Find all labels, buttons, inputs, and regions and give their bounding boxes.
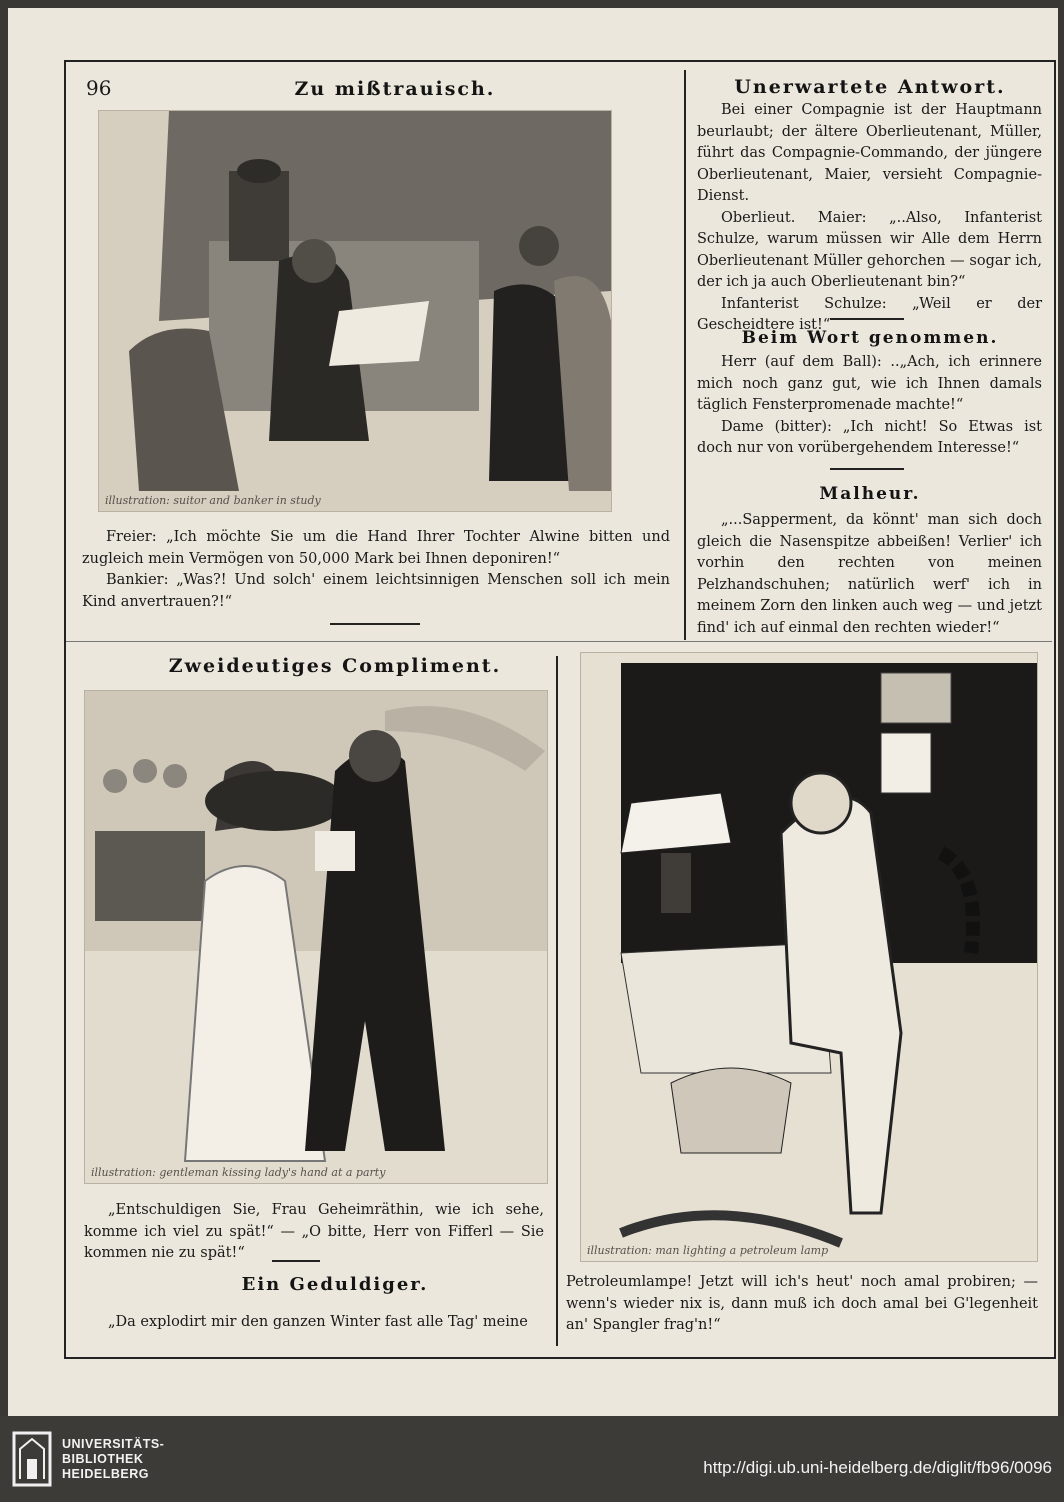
- divider: [330, 623, 420, 625]
- title-ein-geduldiger: Ein Geduldiger.: [241, 1274, 429, 1295]
- column-divider: [684, 70, 686, 640]
- paragraph: Bei einer Compagnie ist der Hauptmann beurlaubt; der ältere Oberlieutenant, Müller, führt das Compagnie-Commando, der jüngere Oberlieutenant, Maier, versieht Compagnie-Dienst.: [697, 102, 1042, 204]
- footer-bar: [0, 1416, 1064, 1502]
- paragraph: Petroleumlampe! Jetzt will ich's heut' noch amal probiren; — wenn's wieder nix is, dann muß ich doch amal bei G'legenheit an' Spangler frag'n!“: [566, 1274, 1038, 1333]
- text-beim-wort-genommen: [697, 352, 1042, 460]
- caption-zweideutiges-compliment: [84, 1200, 544, 1265]
- text-ein-geduldiger: [84, 1312, 544, 1334]
- divider: [272, 1260, 320, 1262]
- page-number: 96: [86, 76, 112, 100]
- title-malheur: Malheur.: [819, 484, 921, 504]
- paragraph: Bankier: „Was?! Und solch' einem leichtsinnigen Menschen soll ich mein Kind anvertrauen?!“: [82, 572, 670, 610]
- paragraph: Oberlieut. Maier: „..Also, Infanterist Schulze, warum müssen wir Alle dem Herrn Oberlieutenant Müller gehorchen — sogar ich, der ich ja auch Oberlieutenant bin?“: [697, 209, 1042, 290]
- paragraph: Dame (bitter): „Ich nicht! So Etwas ist doch nur von vorübergehendem Interesse!“: [697, 418, 1042, 456]
- illustration-study-scene: illustration: suitor and banker in study: [98, 110, 612, 512]
- paragraph: Herr (auf dem Ball): ..„Ach, ich erinnere mich noch ganz gut, wie ich Ihnen damals täglich Fensterpromenade machte!“: [697, 354, 1042, 413]
- title-zu-misstrauisch: Zu mißtrauisch.: [294, 78, 496, 100]
- text-malheur: [697, 510, 1042, 639]
- divider: [830, 468, 904, 470]
- paragraph: Infanterist Schulze: „Weil er der Gescheidtere ist!“: [697, 295, 1042, 333]
- paragraph: Freier: „Ich möchte Sie um die Hand Ihrer Tochter Alwine bitten und zugleich mein Vermögen von 50,000 Mark bei Ihnen deponiren!“: [82, 529, 670, 567]
- caption-petroleumlampe: [566, 1272, 1038, 1337]
- paragraph: „...Sapperment, da könnt' man sich doch gleich die Nasenspitze abbeißen! Verlier' ich vorhin den rechten von meinen Pelzhandschuhen; natürlich werf' ich in meinem Zorn den linken auch weg — und jetzt find' ich auf einmal den rechten wieder!“: [697, 512, 1042, 636]
- title-zweideutiges-compliment: Zweideutiges Compliment.: [168, 655, 502, 677]
- library-name: UNIVERSITÄTS- BIBLIOTHEK HEIDELBERG: [62, 1437, 165, 1481]
- section-divider: [66, 641, 1052, 642]
- illustration-party-scene: illustration: gentleman kissing lady's hand at a party: [84, 690, 548, 1184]
- library-seal-icon: [10, 1429, 54, 1489]
- title-unerwartete-antwort: Unerwartete Antwort.: [734, 76, 1006, 98]
- text-zu-misstrauisch: [82, 527, 670, 613]
- paragraph: „Da explodirt mir den ganzen Winter fast alle Tag' meine: [108, 1314, 528, 1330]
- column-divider: [556, 656, 558, 1346]
- text-unerwartete-antwort: [697, 100, 1042, 337]
- illustration-lamp-scene: illustration: man lighting a petroleum lamp: [580, 652, 1038, 1262]
- source-url[interactable]: http://digi.ub.uni-heidelberg.de/diglit/fb96/0096: [703, 1458, 1052, 1477]
- title-beim-wort-genommen: Beim Wort genommen.: [741, 328, 999, 348]
- divider: [830, 318, 904, 320]
- paragraph: „Entschuldigen Sie, Frau Geheimräthin, wie ich sehe, komme ich viel zu spät!“ — „O bitte, Herr von Fifferl — Sie kommen nie zu spät!“: [84, 1202, 544, 1261]
